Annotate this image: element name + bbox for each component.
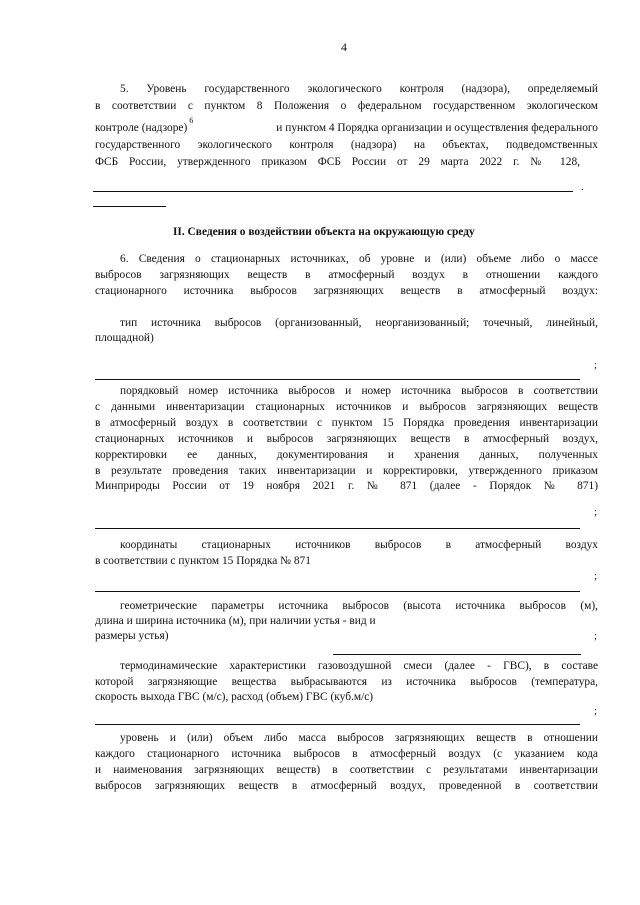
footnote-6-marker: 6 [189,116,194,125]
p5-line-3-end: и пунктом 4 Порядка организации и осуществления федерального [276,122,598,134]
p5-line-3 [95,116,598,136]
number-line-5: корректировки ее данных, документирования и хранения данных, полученных [95,449,598,461]
number-line-4: стационарных источников и выбросов загрязняющих веществ в атмосферный воздух, [95,433,598,445]
thermo-line-1: термодинамические характеристики газовоздушной смеси (далее - ГВС), в составе [120,660,598,672]
trailing-dot: . [581,181,584,193]
p6-line-1: 6. Сведения о стационарных источниках, об уровне и (или) объеме либо о массе [120,253,598,265]
type-line-2: площадной) [95,332,154,344]
fill-line-geom [333,654,581,655]
level-line-2: каждого стационарного источника выбросов в атмосферный воздух (с указанием кода [95,748,598,760]
page-number: 4 [341,40,347,54]
semicolon-geom: ; [594,630,598,642]
number-line-2: с данными инвентаризации стационарных источников и выбросов загрязняющих веществ [95,401,598,413]
coords-line-2: в соответствии с пунктом 15 Порядка № 871 [95,555,311,567]
fill-line-p5 [93,191,573,192]
section-title: II. Сведения о воздействии объекта на окружающую среду [173,226,475,238]
coords-line-1: координаты стационарных источников выбросов в атмосферный воздух [120,539,598,551]
thermo-line-2: которой загрязняющие вещества выбрасываются из источника выбросов (температура, [95,676,598,688]
p5-line-1: 5. Уровень государственного экологического контроля (надзора), определяемый [120,83,598,95]
fill-line-number [95,528,580,529]
level-line-4: выбросов загрязняющих веществ в атмосферный воздух, проведенной в соответствии [95,780,598,792]
geom-line-2: длина и ширина источника (м), при наличии устья - вид и [95,615,376,627]
semicolon-coords: ; [594,570,598,582]
p5-line-5: ФСБ России, утвержденного приказом ФСБ России от 29 марта 2022 г. № 128, [95,156,580,168]
geom-line-1: геометрические параметры источника выбросов (высота источника выбросов (м), [120,600,598,612]
short-line [93,206,166,207]
p5-line-3-start: контроле (надзоре)$^6$ [95,116,194,134]
fill-line-thermo [95,724,580,725]
fill-line-coords [95,591,580,592]
number-line-7: Минприроды России от 19 ноября 2021 г. № 871 (далее - Порядок № 871) [95,480,598,492]
level-line-1: уровень и (или) объем либо масса выбросов загрязняющих веществ в отношении [120,732,598,744]
level-line-3: и наименования загрязняющих веществ) в соответствии с результатами инвентаризации [95,764,598,776]
number-line-1: порядковый номер источника выбросов и номер источника выбросов в соответствии [120,385,598,397]
semicolon-type: ; [594,359,598,371]
p6-line-3: стационарного источника выбросов загрязняющих веществ в атмосферный воздух: [95,285,598,297]
thermo-line-3: скорость выхода ГВС (м/с), расход (объем) ГВС (куб.м/с) [95,691,374,703]
geom-line-3: размеры устья) [95,630,169,642]
semicolon-number: ; [594,506,598,518]
p6-line-2: выбросов загрязняющих веществ в атмосферный воздух в отношении каждого [95,269,598,281]
number-line-6: в результате проведения таких инвентаризации и корректировки, утвержденного приказом [95,465,598,477]
fill-line-type [95,379,580,380]
semicolon-thermo: ; [594,705,598,717]
p5-line-4: государственного экологического контроля (надзора) на объектах, подведомственных [95,139,598,151]
p5-line-2: в соответствии с пунктом 8 Положения о федеральном государственном экологическом [95,100,598,112]
number-line-3: в атмосферный воздух в соответствии с пунктом 15 Порядка проведения инвентаризации [95,417,598,429]
type-line-1: тип источника выбросов (организованный, неорганизованный; точечный, линейный, [120,317,598,329]
